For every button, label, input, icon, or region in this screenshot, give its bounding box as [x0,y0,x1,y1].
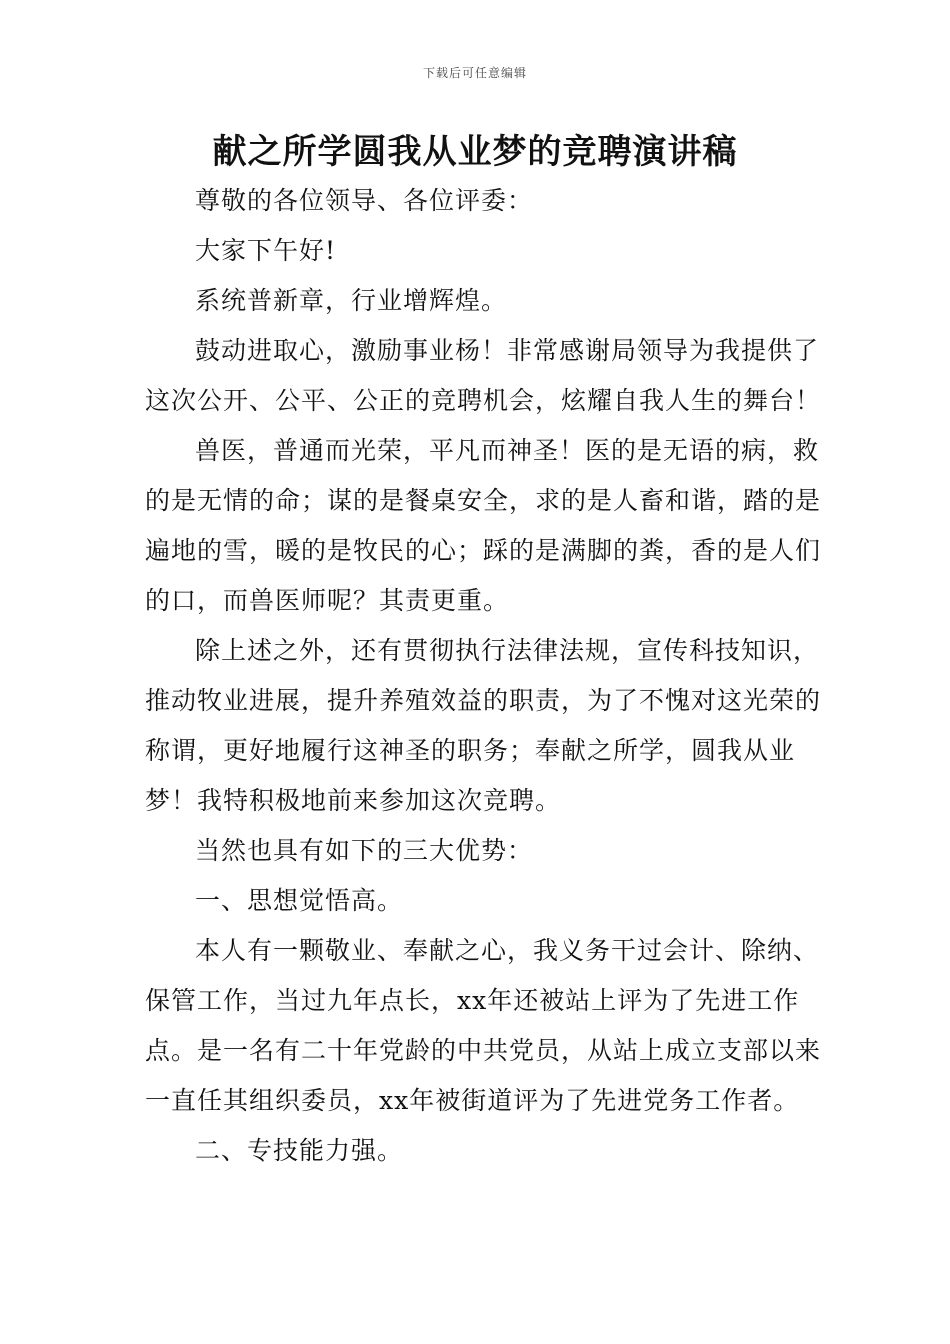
paragraph: 鼓动进取心，激励事业杨！非常感谢局领导为我提供了这次公开、公平、公正的竞聘机会，炫耀自我人生的舞台！ [145,336,822,415]
paragraph: 系统普新章，行业增辉煌。 [195,286,508,315]
paragraph: 兽医，普通而光荣，平凡而神圣！医的是无语的病，救的是无情的命；谋的是餐桌安全，求的是人畜和谐，踏的是遍地的雪，暖的是牧民的心；踩的是满脚的粪，香的是人们的口，而兽医师呢？其责更重。 [145,436,822,615]
paragraph: 尊敬的各位领导、各位评委： [195,186,534,215]
document-title: 献之所学圆我从业梦的竞聘演讲稿 [212,132,738,172]
paragraph: 二、专技能力强。 [195,1136,404,1165]
paragraph: 一、思想觉悟高。 [195,886,404,915]
document-body [145,176,835,1176]
paragraph: 大家下午好! [195,236,337,265]
paragraph: 当然也具有如下的三大优势： [195,836,534,865]
paragraph: 除上述之外，还有贯彻执行法律法规，宣传科技知识，推动牧业进展，提升养殖效益的职责，为了不愧对这光荣的称谓，更好地履行这神圣的职务；奉献之所学，圆我从业梦！我特积极地前来参加这次竞聘。 [145,636,822,815]
header-note: 下载后可任意编辑 [422,66,527,80]
paragraph: 本人有一颗敬业、奉献之心，我义务干过会计、除纳、保管工作，当过九年点长，xx年还被站上评为了先进工作点。是一名有二十年党龄的中共党员，从站上成立支部以来一直任其组织委员，xx年被街道评为了先进党务工作者。 [145,936,822,1115]
